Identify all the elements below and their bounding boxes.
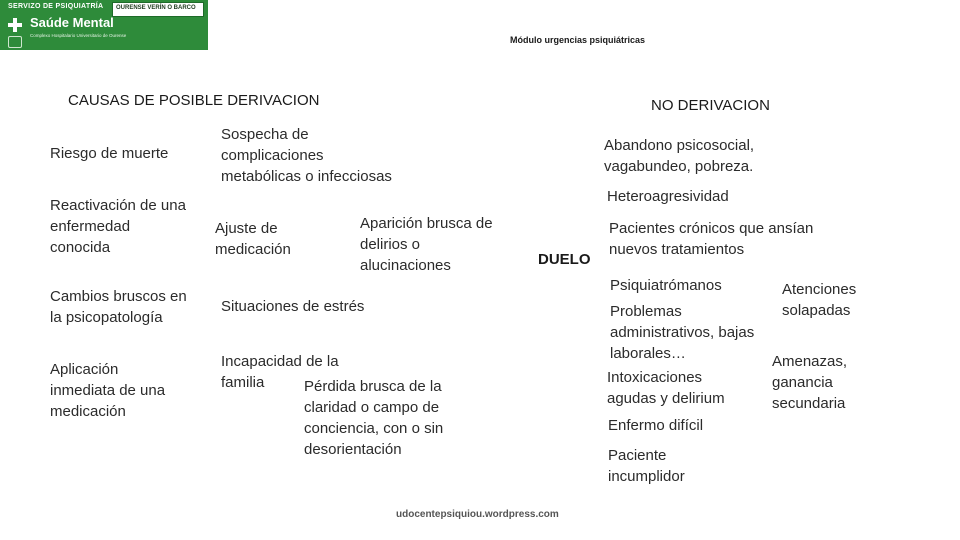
threats-secondary-gain: Amenazas, ganancia secundaria [772,353,848,412]
psychosocial-abandon: Abandono psicosocial, vagabundeo, pobreza. [604,137,755,175]
logo-subtitle: Complexo Hospitalario Universitario de Ourense [30,33,127,38]
immediate-medication: Aplicación inmediata de una medicación [50,361,166,420]
abrupt-psychopathology-changes: Cambios bruscos en la psicopatología [50,288,187,326]
consciousness-loss: Pérdida brusca de la claridad o campo de conciencia, con o sin desorientación [304,378,444,458]
logo-location-text: OURENSE VERÍN O BARCO [116,5,196,11]
stress-situations: Situaciones de estrés [221,298,365,315]
module-title: Módulo urgencias psiquiátricas [510,35,646,45]
saude-mental-logo [0,0,208,50]
no-derivation-heading: NO DERIVACION [651,97,770,114]
xunta-seal-icon [8,36,22,48]
health-cross-icon [8,18,22,32]
risk-of-death: Riesgo de muerte [50,145,169,162]
noncompliant-patient: Paciente incumplidor [608,447,685,485]
hetero-aggressiveness: Heteroagresividad [607,188,729,205]
chronic-patients: Pacientes crónicos que ansían nuevos tratamientos [609,220,814,258]
overlapping-attention: Atenciones solapadas [782,281,857,319]
administrative-problems: Problemas administrativos, bajas laborales… [610,303,755,362]
acute-intoxications: Intoxicaciones agudas y delirium [607,369,725,407]
difficult-patient: Enfermo difícil [608,417,704,434]
psychotropic-seekers: Psiquiatrómanos [610,277,722,294]
duelo-label: DUELO [538,251,591,268]
reactivation-disease: Reactivación de una enfermedad conocida [50,197,186,256]
metabolic-suspicion: Sospecha de complicaciones metabólicas o infecciosas [221,126,392,185]
medication-adjustment: Ajuste de medicación [215,220,291,258]
family-incapacity: Incapacidad de la familia [221,353,339,391]
logo-title: Saúde Mental [30,15,114,30]
logo-service-text: SERVIZO DE PSIQUIATRÍA [8,3,104,10]
sudden-delirium: Aparición brusca de delirios o alucinaciones [360,215,493,274]
derivation-causes-heading: CAUSAS DE POSIBLE DERIVACION [68,92,320,109]
footer-url: udocentepsiquiou.wordpress.com [396,509,559,520]
